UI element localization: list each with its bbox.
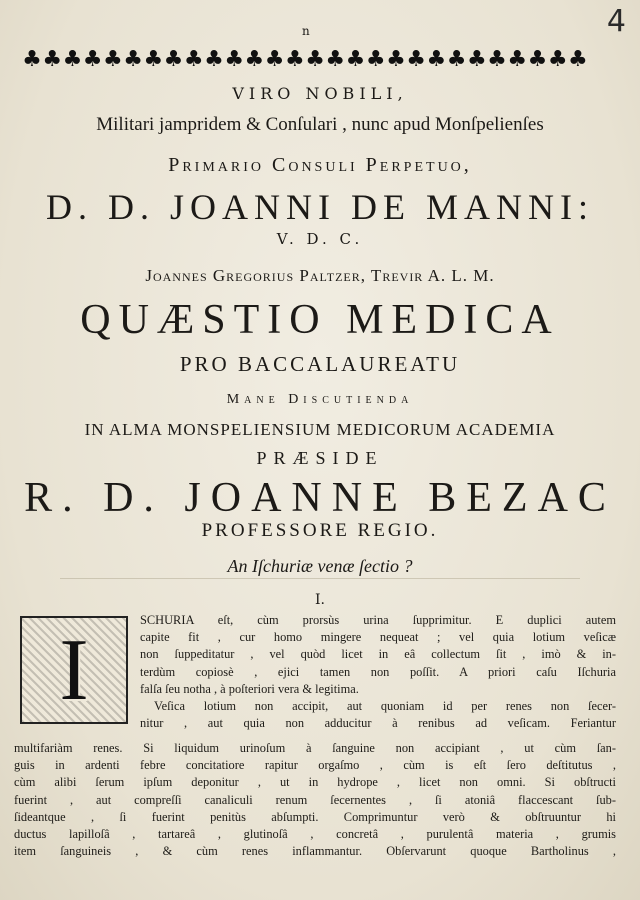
question-line: An Iſchuriæ venæ ſectio ? (227, 556, 413, 576)
ornament-glyph: ♣ (103, 46, 123, 72)
ornament-glyph: ♣ (143, 46, 164, 72)
ornament-border (22, 46, 588, 72)
ornament-glyph: ♣ (244, 46, 265, 72)
top-mark: n (302, 24, 310, 38)
divider (60, 578, 580, 579)
ornament-glyph: ♣ (325, 46, 346, 72)
ornament-glyph: ♣ (386, 46, 406, 72)
ornament-glyph: ♣ (487, 46, 507, 72)
ornament-glyph: ♣ (507, 46, 528, 72)
ornament-glyph: ♣ (345, 46, 366, 72)
dedicatee-name: D. D. JOANNI DE MANNI: (46, 187, 594, 227)
body-text-beside-initial (140, 612, 616, 732)
praeside-line: PRÆSIDE (256, 448, 384, 468)
ornament-glyph: ♣ (547, 46, 568, 72)
section-number: I. (315, 592, 325, 608)
ornament-glyph: ♣ (264, 46, 285, 72)
text-line: cùm alibi ſerum ipſum deponitur , ut in hydrope , licet non omni. Si obſtructi (14, 775, 616, 790)
mane-line: Mane Discutienda (226, 392, 414, 407)
body-text-main (14, 740, 616, 860)
ornament-glyph: ♣ (426, 46, 447, 72)
ornament-glyph: ♣ (568, 46, 588, 72)
ornament-glyph: ♣ (204, 46, 224, 72)
ornament-glyph: ♣ (466, 46, 487, 72)
questio-title: QUÆSTIO MEDICA (80, 297, 560, 343)
text-line: fuerint , aut compreſſi canaliculi renum ſecernentes , ſi atoniâ flaccescant ſub- (14, 792, 616, 807)
professore-line: PROFESSORE REGIO. (201, 520, 439, 541)
vdc-line: V. D. C. (276, 230, 364, 248)
ornament-glyph: ♣ (22, 46, 42, 72)
dedication-heading: VIRO NOBILI, (232, 84, 408, 103)
ornament-glyph: ♣ (123, 46, 143, 72)
text-line: guis in ardenti febre concitatiore rapitur orgaſmo , cùm is eſt ſero deſtitutus , (14, 758, 616, 773)
ornament-glyph: ♣ (163, 46, 184, 72)
author-line: Joannes Gregorius Paltzer, Trevir A. L. M. (145, 266, 495, 285)
text-line: nitur , aut quia non adducitur à renibus ad veſicam. Feriantur (140, 716, 616, 731)
page-number: 4 (606, 4, 626, 39)
text-line: item ſanguineis , & cùm renes inflammantur. Obſervarunt quoque Bartholinus , (14, 844, 616, 859)
ornament-glyph: ♣ (183, 46, 204, 72)
baccalaureatu-line: PRO BACCALAUREATU (179, 352, 461, 376)
text-line: terdùm copiosè , ejici tamen non poſſit. A priori caſu Iſchuria (140, 664, 616, 679)
academia-line: IN ALMA MONSPELIENSIUM MEDICORUM ACADEMIA (84, 420, 556, 439)
ornament-glyph: ♣ (224, 46, 245, 72)
text-line: ſideantque , ſi fuerint penitùs abſumpti. Comprimuntur verò & obſtruuntur hi (14, 809, 616, 824)
ornament-glyph: ♣ (446, 46, 467, 72)
text-line: capite fit , cur homo mingere nequeat ; vel quia lotium veſicæ (140, 630, 616, 645)
praeses-name: R. D. JOANNE BEZAC (24, 475, 616, 521)
decorated-initial (20, 616, 128, 724)
text-line: non ſuppeditatur , vel quòd licet in eâ collectum ſit , imò & in- (140, 647, 616, 662)
initial-letter: I (59, 621, 89, 719)
ornament-glyph: ♣ (365, 46, 386, 72)
ornament-glyph: ♣ (284, 46, 305, 72)
text-line: multifariàm renes. Si liquidum urinoſum à ſanguine non accipiant , ut cùm ſan- (14, 741, 616, 755)
ornament-glyph: ♣ (42, 46, 63, 72)
ornament-glyph: ♣ (82, 46, 103, 72)
text-line: ductus lapilloſâ , tartareâ , glutinoſâ , concretâ , purulentâ materia , grumis (14, 827, 616, 842)
military-line: Militari jampridem & Conſulari , nunc apud Monſpelienſes (96, 114, 544, 135)
text-line: falſa ſeu notha , à poſteriori vera & legitima. (140, 681, 359, 696)
consul-line: Primario Consuli Perpetuo, (168, 154, 472, 176)
ornament-glyph: ♣ (527, 46, 548, 72)
text-line: Veſica lotium non accipit, aut quoniam id per renes non ſecer- (154, 699, 616, 714)
ornament-glyph: ♣ (406, 46, 427, 72)
ornament-glyph: ♣ (305, 46, 325, 72)
ornament-glyph: ♣ (62, 46, 83, 72)
text-line: SCHURIA eſt, cùm prorsùs urina ſupprimitur. E duplici autem (140, 613, 616, 627)
